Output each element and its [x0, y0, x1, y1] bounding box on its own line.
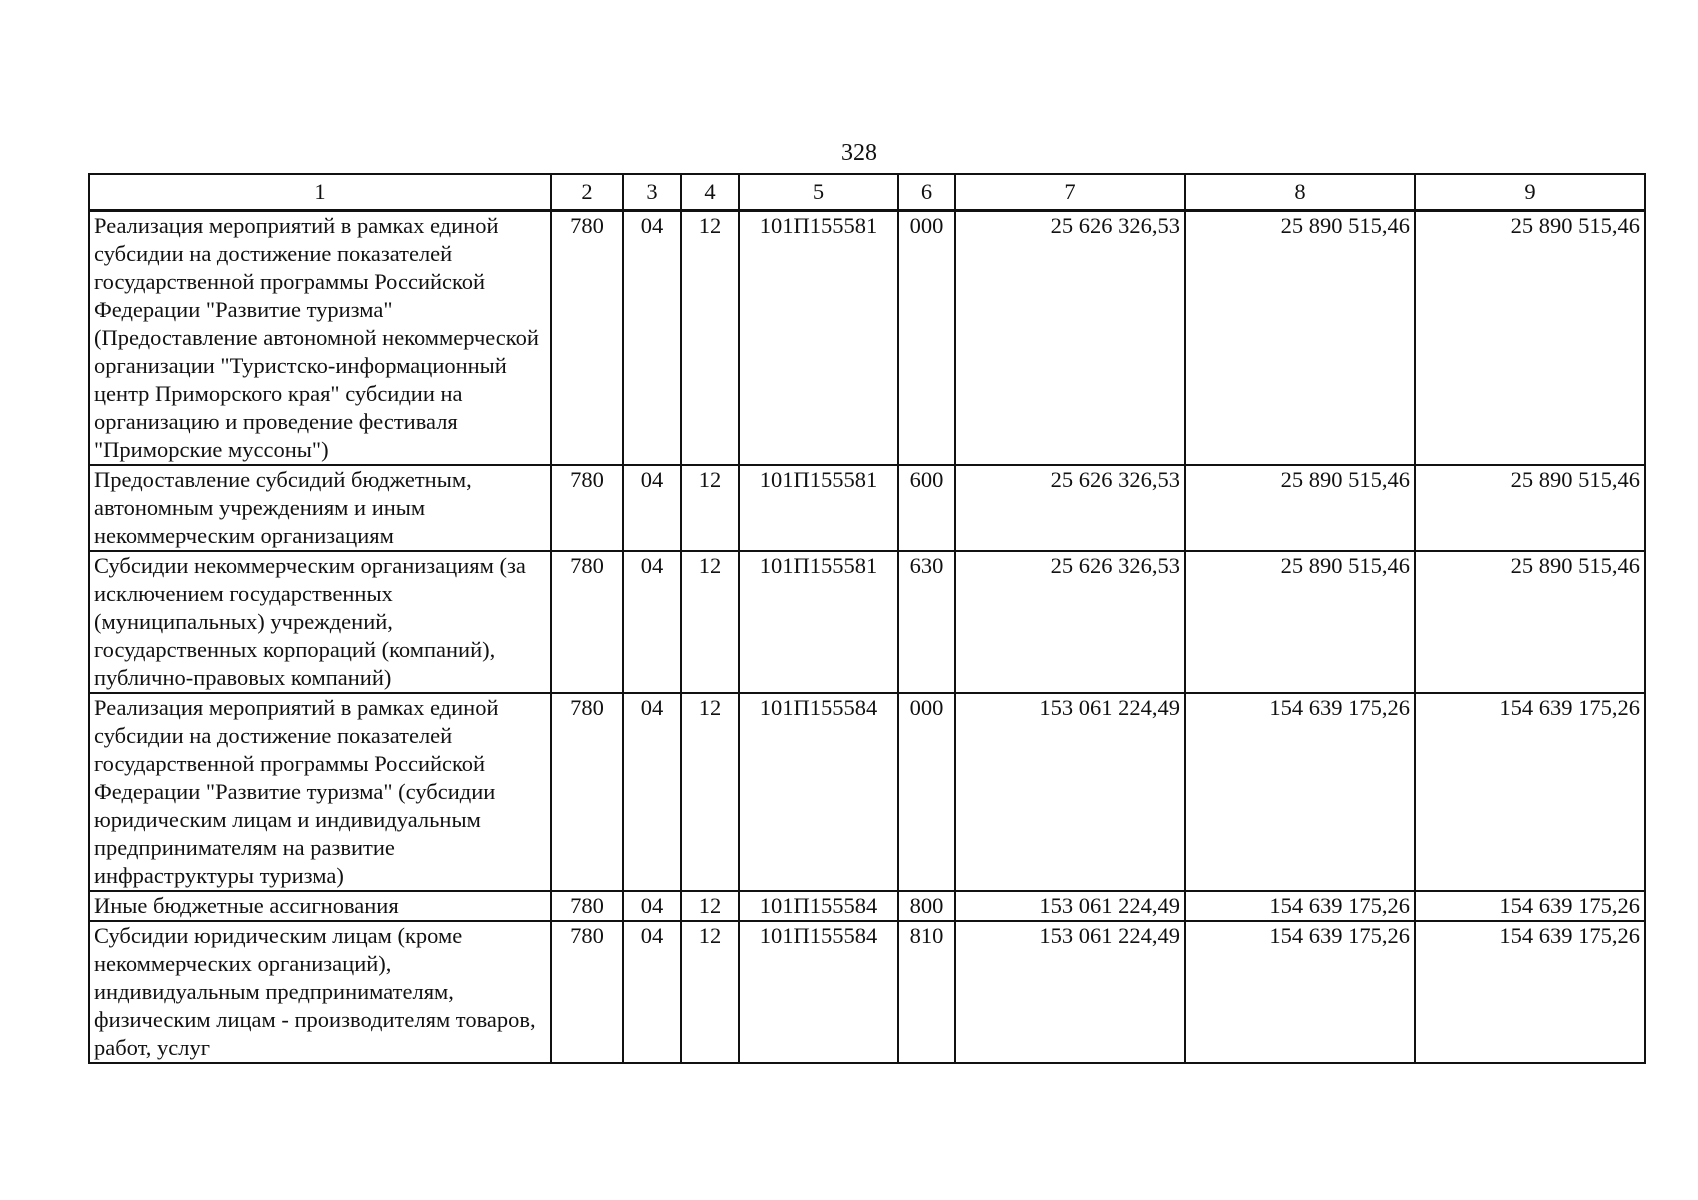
table-row	[89, 891, 1645, 921]
subsection-code: 12	[681, 891, 739, 921]
target-article-code: 101П155584	[739, 693, 898, 891]
header-col-4: 4	[681, 174, 739, 211]
row-description: Субсидии юридическим лицам (кроме некоммерческих организаций), индивидуальным предпринимателям, физическим лицам - производителям товаров, работ, услуг	[89, 921, 551, 1063]
header-col-8: 8	[1185, 174, 1415, 211]
row-description: Реализация мероприятий в рамках единой субсидии на достижение показателей государственной программы Российской Федерации "Развитие туризма" (Предоставление автономной некоммерческой организации "Туристско-информационный центр Приморского края" субсидии на организацию и проведение фестиваля "Приморские муссоны")	[89, 211, 551, 466]
amount-col-9: 25 890 515,46	[1415, 551, 1645, 693]
expense-type-code: 000	[898, 693, 955, 891]
header-col-6: 6	[898, 174, 955, 211]
expense-type-code: 800	[898, 891, 955, 921]
expense-type-code: 630	[898, 551, 955, 693]
target-article-code: 101П155584	[739, 891, 898, 921]
section-code: 04	[623, 693, 681, 891]
ministry-code: 780	[551, 211, 623, 466]
row-description: Иные бюджетные ассигнования	[89, 891, 551, 921]
subsection-code: 12	[681, 693, 739, 891]
table-row	[89, 921, 1645, 1063]
page-number: 328	[841, 140, 877, 166]
ministry-code: 780	[551, 551, 623, 693]
amount-col-7: 25 626 326,53	[955, 551, 1185, 693]
ministry-code: 780	[551, 921, 623, 1063]
expense-type-code: 000	[898, 211, 955, 466]
amount-col-8: 154 639 175,26	[1185, 693, 1415, 891]
amount-col-8: 154 639 175,26	[1185, 891, 1415, 921]
row-description: Субсидии некоммерческим организациям (за исключением государственных (муниципальных) учреждений, государственных корпораций (компаний), публично-правовых компаний)	[89, 551, 551, 693]
amount-col-8: 154 639 175,26	[1185, 921, 1415, 1063]
subsection-code: 12	[681, 465, 739, 551]
ministry-code: 780	[551, 693, 623, 891]
row-description: Предоставление субсидий бюджетным, автономным учреждениям и иным некоммерческим организациям	[89, 465, 551, 551]
table-row	[89, 211, 1645, 466]
expense-type-code: 810	[898, 921, 955, 1063]
amount-col-8: 25 890 515,46	[1185, 211, 1415, 466]
subsection-code: 12	[681, 921, 739, 1063]
table-row	[89, 465, 1645, 551]
subsection-code: 12	[681, 551, 739, 693]
section-code: 04	[623, 551, 681, 693]
header-col-5: 5	[739, 174, 898, 211]
amount-col-7: 25 626 326,53	[955, 211, 1185, 466]
row-description: Реализация мероприятий в рамках единой субсидии на достижение показателей государственной программы Российской Федерации "Развитие туризма" (субсидии юридическим лицам и индивидуальным предпринимателям на развитие инфраструктуры туризма)	[89, 693, 551, 891]
table-row	[89, 693, 1645, 891]
amount-col-8: 25 890 515,46	[1185, 465, 1415, 551]
target-article-code: 101П155581	[739, 465, 898, 551]
budget-table	[88, 173, 1646, 1064]
amount-col-7: 153 061 224,49	[955, 891, 1185, 921]
amount-col-7: 153 061 224,49	[955, 693, 1185, 891]
section-code: 04	[623, 891, 681, 921]
amount-col-9: 25 890 515,46	[1415, 211, 1645, 466]
section-code: 04	[623, 465, 681, 551]
target-article-code: 101П155584	[739, 921, 898, 1063]
subsection-code: 12	[681, 211, 739, 466]
target-article-code: 101П155581	[739, 211, 898, 466]
header-col-7: 7	[955, 174, 1185, 211]
ministry-code: 780	[551, 891, 623, 921]
amount-col-8: 25 890 515,46	[1185, 551, 1415, 693]
amount-col-9: 154 639 175,26	[1415, 921, 1645, 1063]
section-code: 04	[623, 921, 681, 1063]
target-article-code: 101П155581	[739, 551, 898, 693]
header-row	[89, 174, 1645, 211]
amount-col-9: 154 639 175,26	[1415, 891, 1645, 921]
amount-col-7: 153 061 224,49	[955, 921, 1185, 1063]
expense-type-code: 600	[898, 465, 955, 551]
header-col-2: 2	[551, 174, 623, 211]
ministry-code: 780	[551, 465, 623, 551]
amount-col-9: 25 890 515,46	[1415, 465, 1645, 551]
amount-col-7: 25 626 326,53	[955, 465, 1185, 551]
section-code: 04	[623, 211, 681, 466]
header-col-3: 3	[623, 174, 681, 211]
table-row	[89, 551, 1645, 693]
header-col-9: 9	[1415, 174, 1645, 211]
header-col-1: 1	[89, 174, 551, 211]
amount-col-9: 154 639 175,26	[1415, 693, 1645, 891]
